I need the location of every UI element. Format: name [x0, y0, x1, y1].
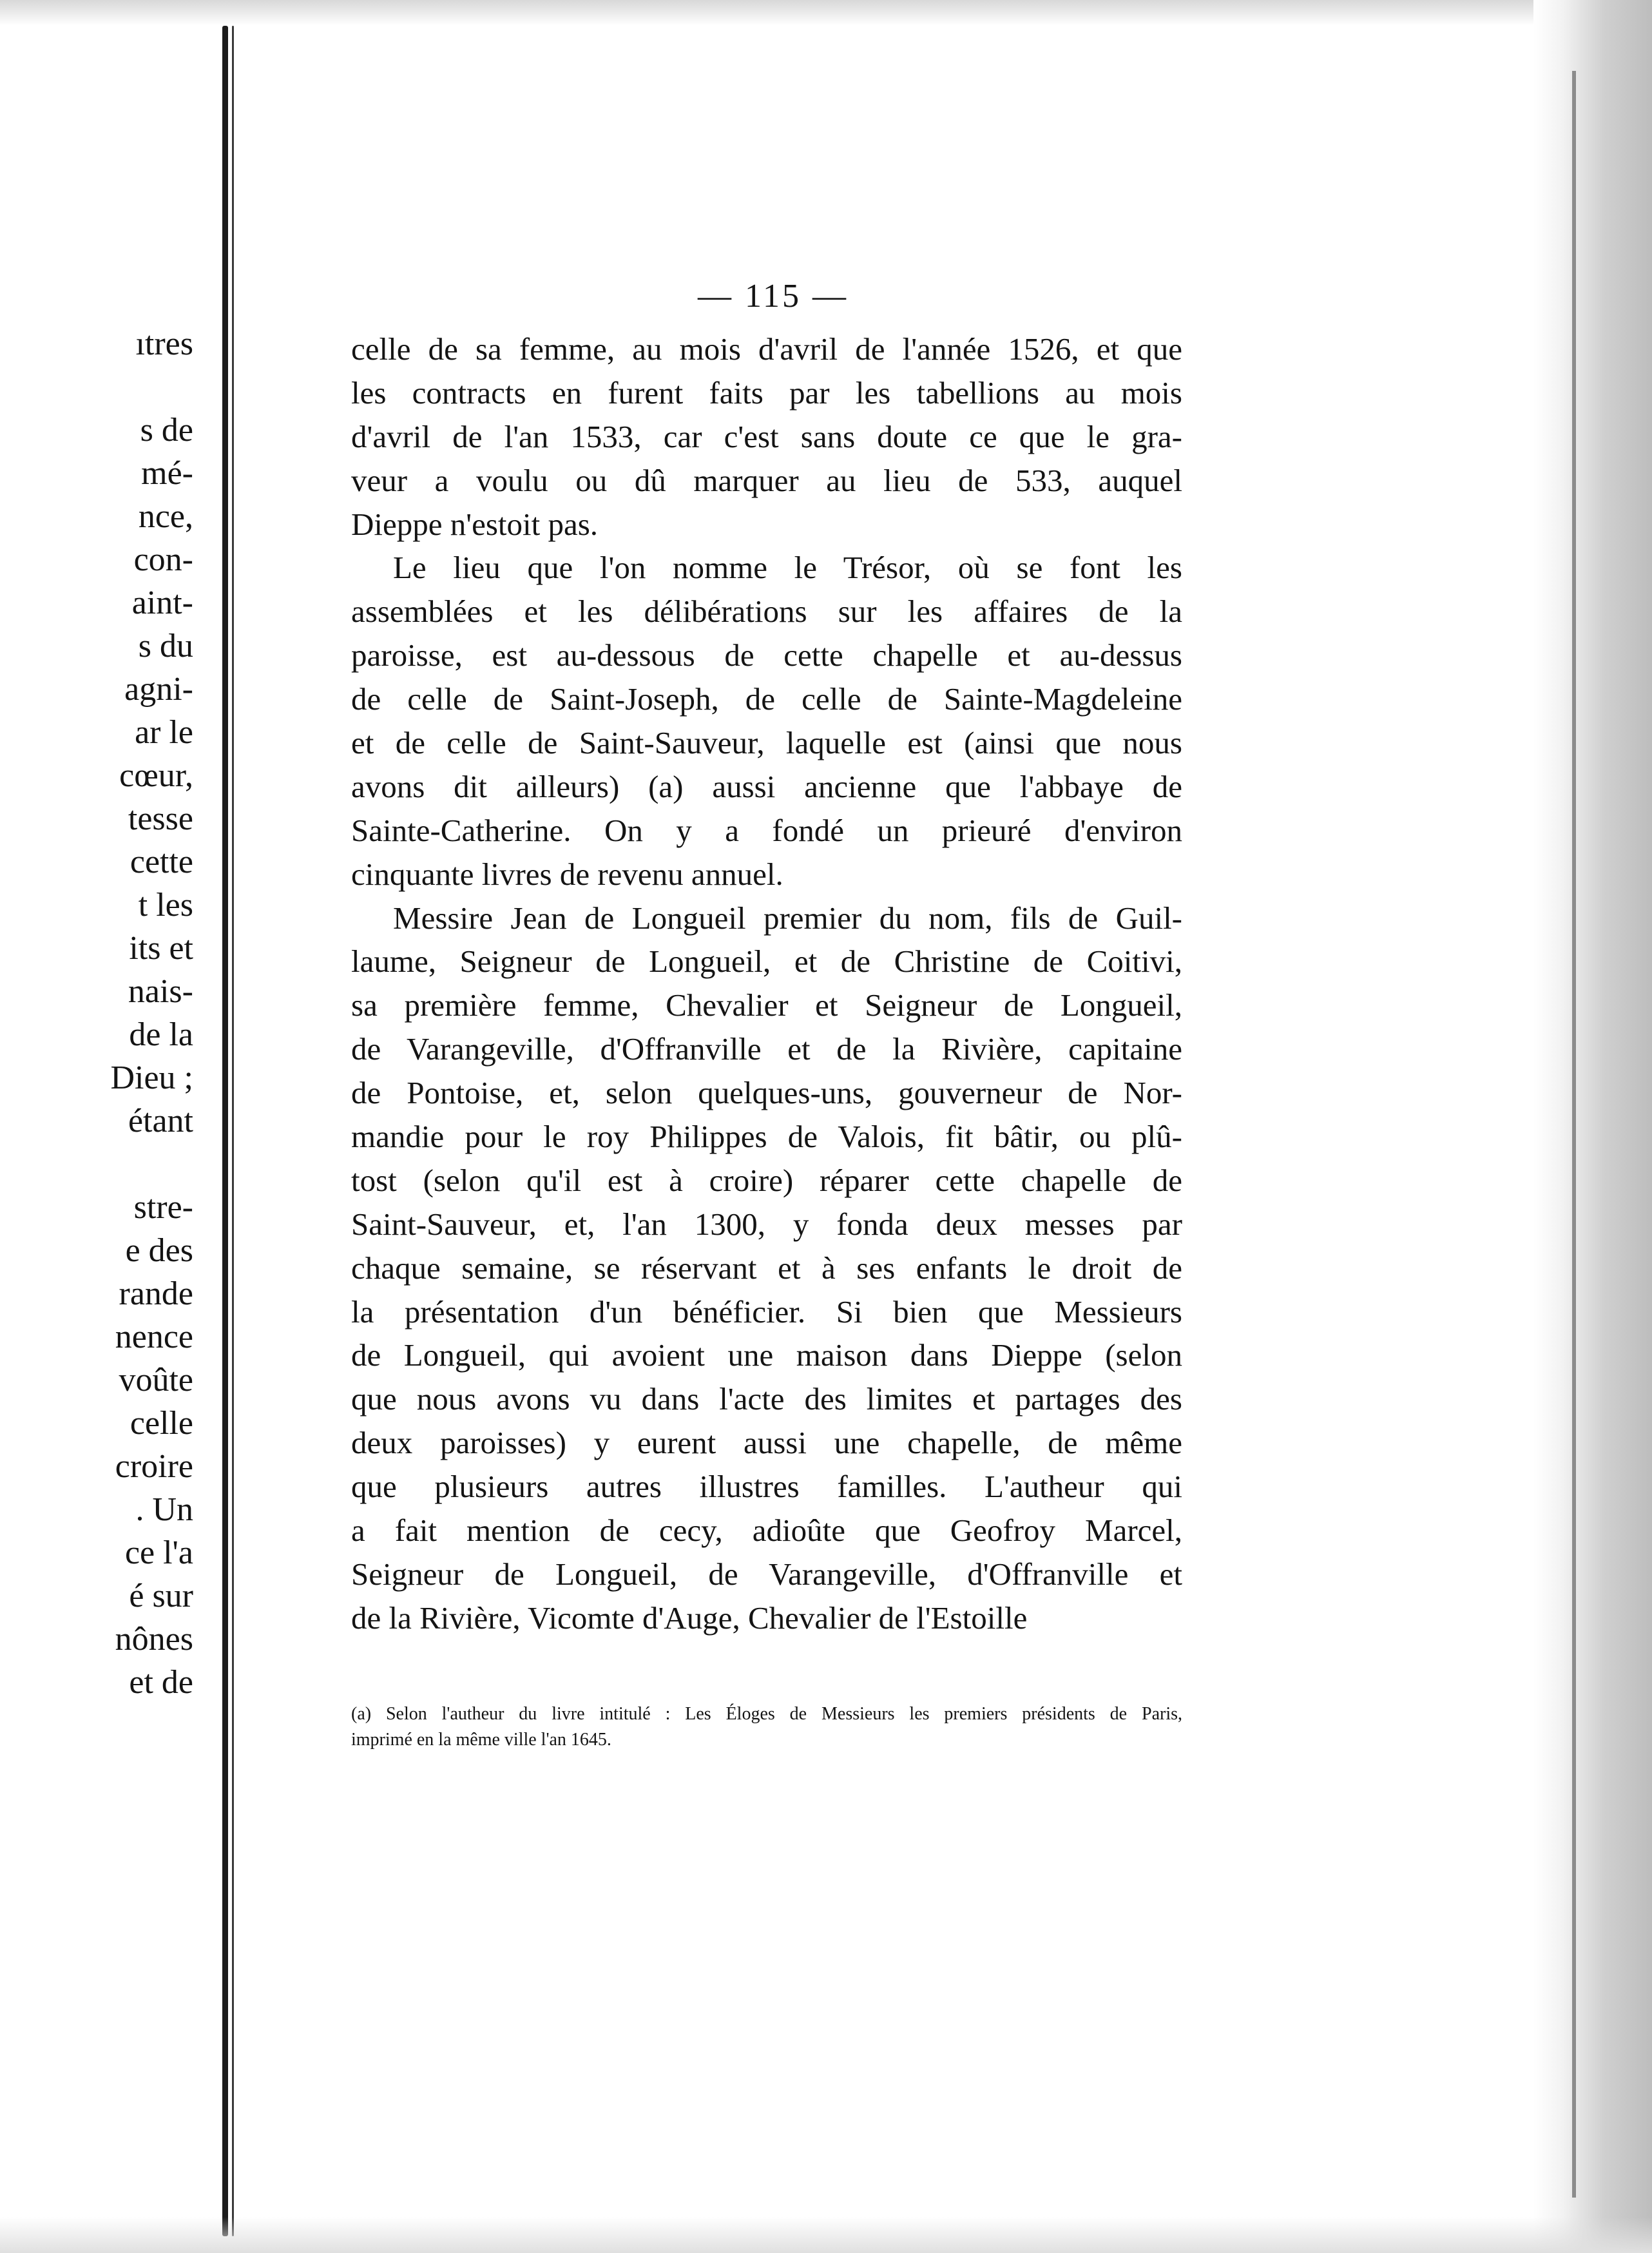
text-line: que plusieurs autres illustres familles. L'autheur qui: [351, 1469, 1182, 1505]
text-line: sa première femme, Chevalier et Seigneur de Longueil,: [351, 987, 1182, 1023]
text-line: Saint-Sauveur, et, l'an 1300, y fonda deux messes par: [351, 1206, 1182, 1242]
facing-page-line: e des: [125, 1232, 193, 1269]
facing-page-line: nais-: [128, 973, 193, 1010]
body-text: [351, 327, 1182, 1640]
text-line: assemblées et les délibérations sur les affaires de la: [351, 594, 1182, 630]
facing-page-line: ar le: [135, 714, 193, 751]
text-line: cinquante livres de revenu annuel.: [351, 856, 783, 892]
text-line: Le lieu que l'on nomme le Trésor, où se font les: [393, 550, 1182, 586]
text-line: de Varangeville, d'Offranville et de la Rivière, capitaine: [351, 1031, 1182, 1067]
facing-page-line: s du: [138, 628, 193, 664]
facing-page-line: mé-: [141, 455, 193, 492]
facing-page-line: ıtres: [135, 325, 193, 362]
binding-gutter-line-inner: [232, 26, 234, 2236]
facing-page-line: cette: [130, 844, 193, 880]
text-line: celle de sa femme, au mois d'avril de l'année 1526, et que: [351, 331, 1182, 367]
text-line: mandie pour le roy Philippes de Valois, fit bâtir, ou plû-: [351, 1119, 1182, 1155]
footnote-line: imprimé en la même ville l'an 1645.: [351, 1730, 611, 1750]
facing-page-line: s de: [140, 412, 193, 449]
footnote: [351, 1701, 1182, 1753]
facing-page-line: con-: [133, 541, 193, 578]
facing-page-line: its et: [129, 930, 193, 967]
facing-page-line: [0, 1143, 193, 1186]
facing-page-line: t les: [138, 887, 193, 923]
text-line: Messire Jean de Longueil premier du nom, fils de Guil-: [393, 900, 1182, 936]
binding-gutter-line: [222, 26, 228, 2236]
text-line: de celle de Saint-Joseph, de celle de Sainte-Magdeleine: [351, 681, 1182, 717]
page-number: — 115 —: [697, 278, 849, 314]
facing-page-fragment: [0, 322, 193, 1704]
facing-page-line: [0, 365, 193, 409]
facing-page-line: Dieu ;: [110, 1059, 193, 1096]
text-line: de Pontoise, et, selon quelques-uns, gouverneur de Nor-: [351, 1075, 1182, 1111]
facing-page-line: é sur: [129, 1578, 193, 1614]
text-line: laume, Seigneur de Longueil, et de Christine de Coitivi,: [351, 943, 1182, 980]
text-line: a fait mention de cecy, adioûte que Geofroy Marcel,: [351, 1513, 1182, 1549]
text-line: veur a voulu ou dû marquer au lieu de 533, auquel: [351, 462, 1182, 498]
text-line: Seigneur de Longueil, de Varangeville, d'Offranville et: [351, 1556, 1182, 1592]
facing-page-line: tesse: [128, 800, 193, 837]
text-line: la présentation d'un bénéficier. Si bien que Messieurs: [351, 1293, 1182, 1330]
text-line: les contracts en furent faits par les tabellions au mois: [351, 374, 1182, 411]
facing-page-line: aint-: [131, 585, 193, 621]
text-line: Dieppe n'estoit pas.: [351, 506, 599, 542]
page-right-edge-line: [1572, 71, 1576, 2198]
text-line: tost (selon qu'il est à croire) réparer cette chapelle de: [351, 1162, 1182, 1198]
facing-page-line: et de: [129, 1664, 193, 1701]
facing-page-line: agni-: [124, 671, 193, 708]
text-line: chaque semaine, se réservant et à ses enfants le droit de: [351, 1250, 1182, 1286]
text-line: que nous avons vu dans l'acte des limites et partages des: [351, 1381, 1182, 1417]
facing-page-line: celle: [130, 1405, 193, 1442]
text-line: de la Rivière, Vicomte d'Auge, Chevalier de l'Estoille: [351, 1600, 1028, 1636]
text-line: Sainte-Catherine. On y a fondé un prieuré d'environ: [351, 812, 1182, 848]
facing-page-line: nônes: [115, 1621, 193, 1658]
footnote-line: (a) Selon l'autheur du livre intitulé : Les Éloges de Messieurs les premiers présidents de Paris,: [351, 1704, 1182, 1724]
facing-page-line: de la: [129, 1016, 193, 1053]
facing-page-line: ce l'a: [124, 1534, 193, 1571]
text-line: avons dit ailleurs) (a) aussi ancienne que l'abbaye de: [351, 768, 1182, 804]
facing-page-line: . Un: [135, 1491, 193, 1528]
page-right-edge-shadow: [1533, 0, 1652, 2253]
text-line: deux paroisses) y eurent aussi une chapelle, de même: [351, 1425, 1182, 1461]
scan-top-shadow: [0, 0, 1652, 26]
text-line: paroisse, est au-dessous de cette chapelle et au-dessus: [351, 637, 1182, 673]
scan-bottom-shadow: [0, 2217, 1652, 2253]
facing-page-line: nence: [115, 1319, 193, 1355]
text-line: et de celle de Saint-Sauveur, laquelle est (ainsi que nous: [351, 725, 1182, 761]
facing-page-line: cœur,: [119, 757, 193, 794]
facing-page-line: voûte: [119, 1362, 193, 1398]
text-line: d'avril de l'an 1533, car c'est sans doute ce que le gra-: [351, 418, 1182, 454]
facing-page-line: croire: [115, 1448, 193, 1485]
text-line: de Longueil, qui avoient une maison dans Dieppe (selon: [351, 1337, 1182, 1373]
facing-page-line: nce,: [138, 498, 193, 535]
facing-page-line: étant: [128, 1103, 193, 1139]
facing-page-line: stre-: [133, 1189, 193, 1226]
facing-page-line: rande: [119, 1275, 193, 1312]
